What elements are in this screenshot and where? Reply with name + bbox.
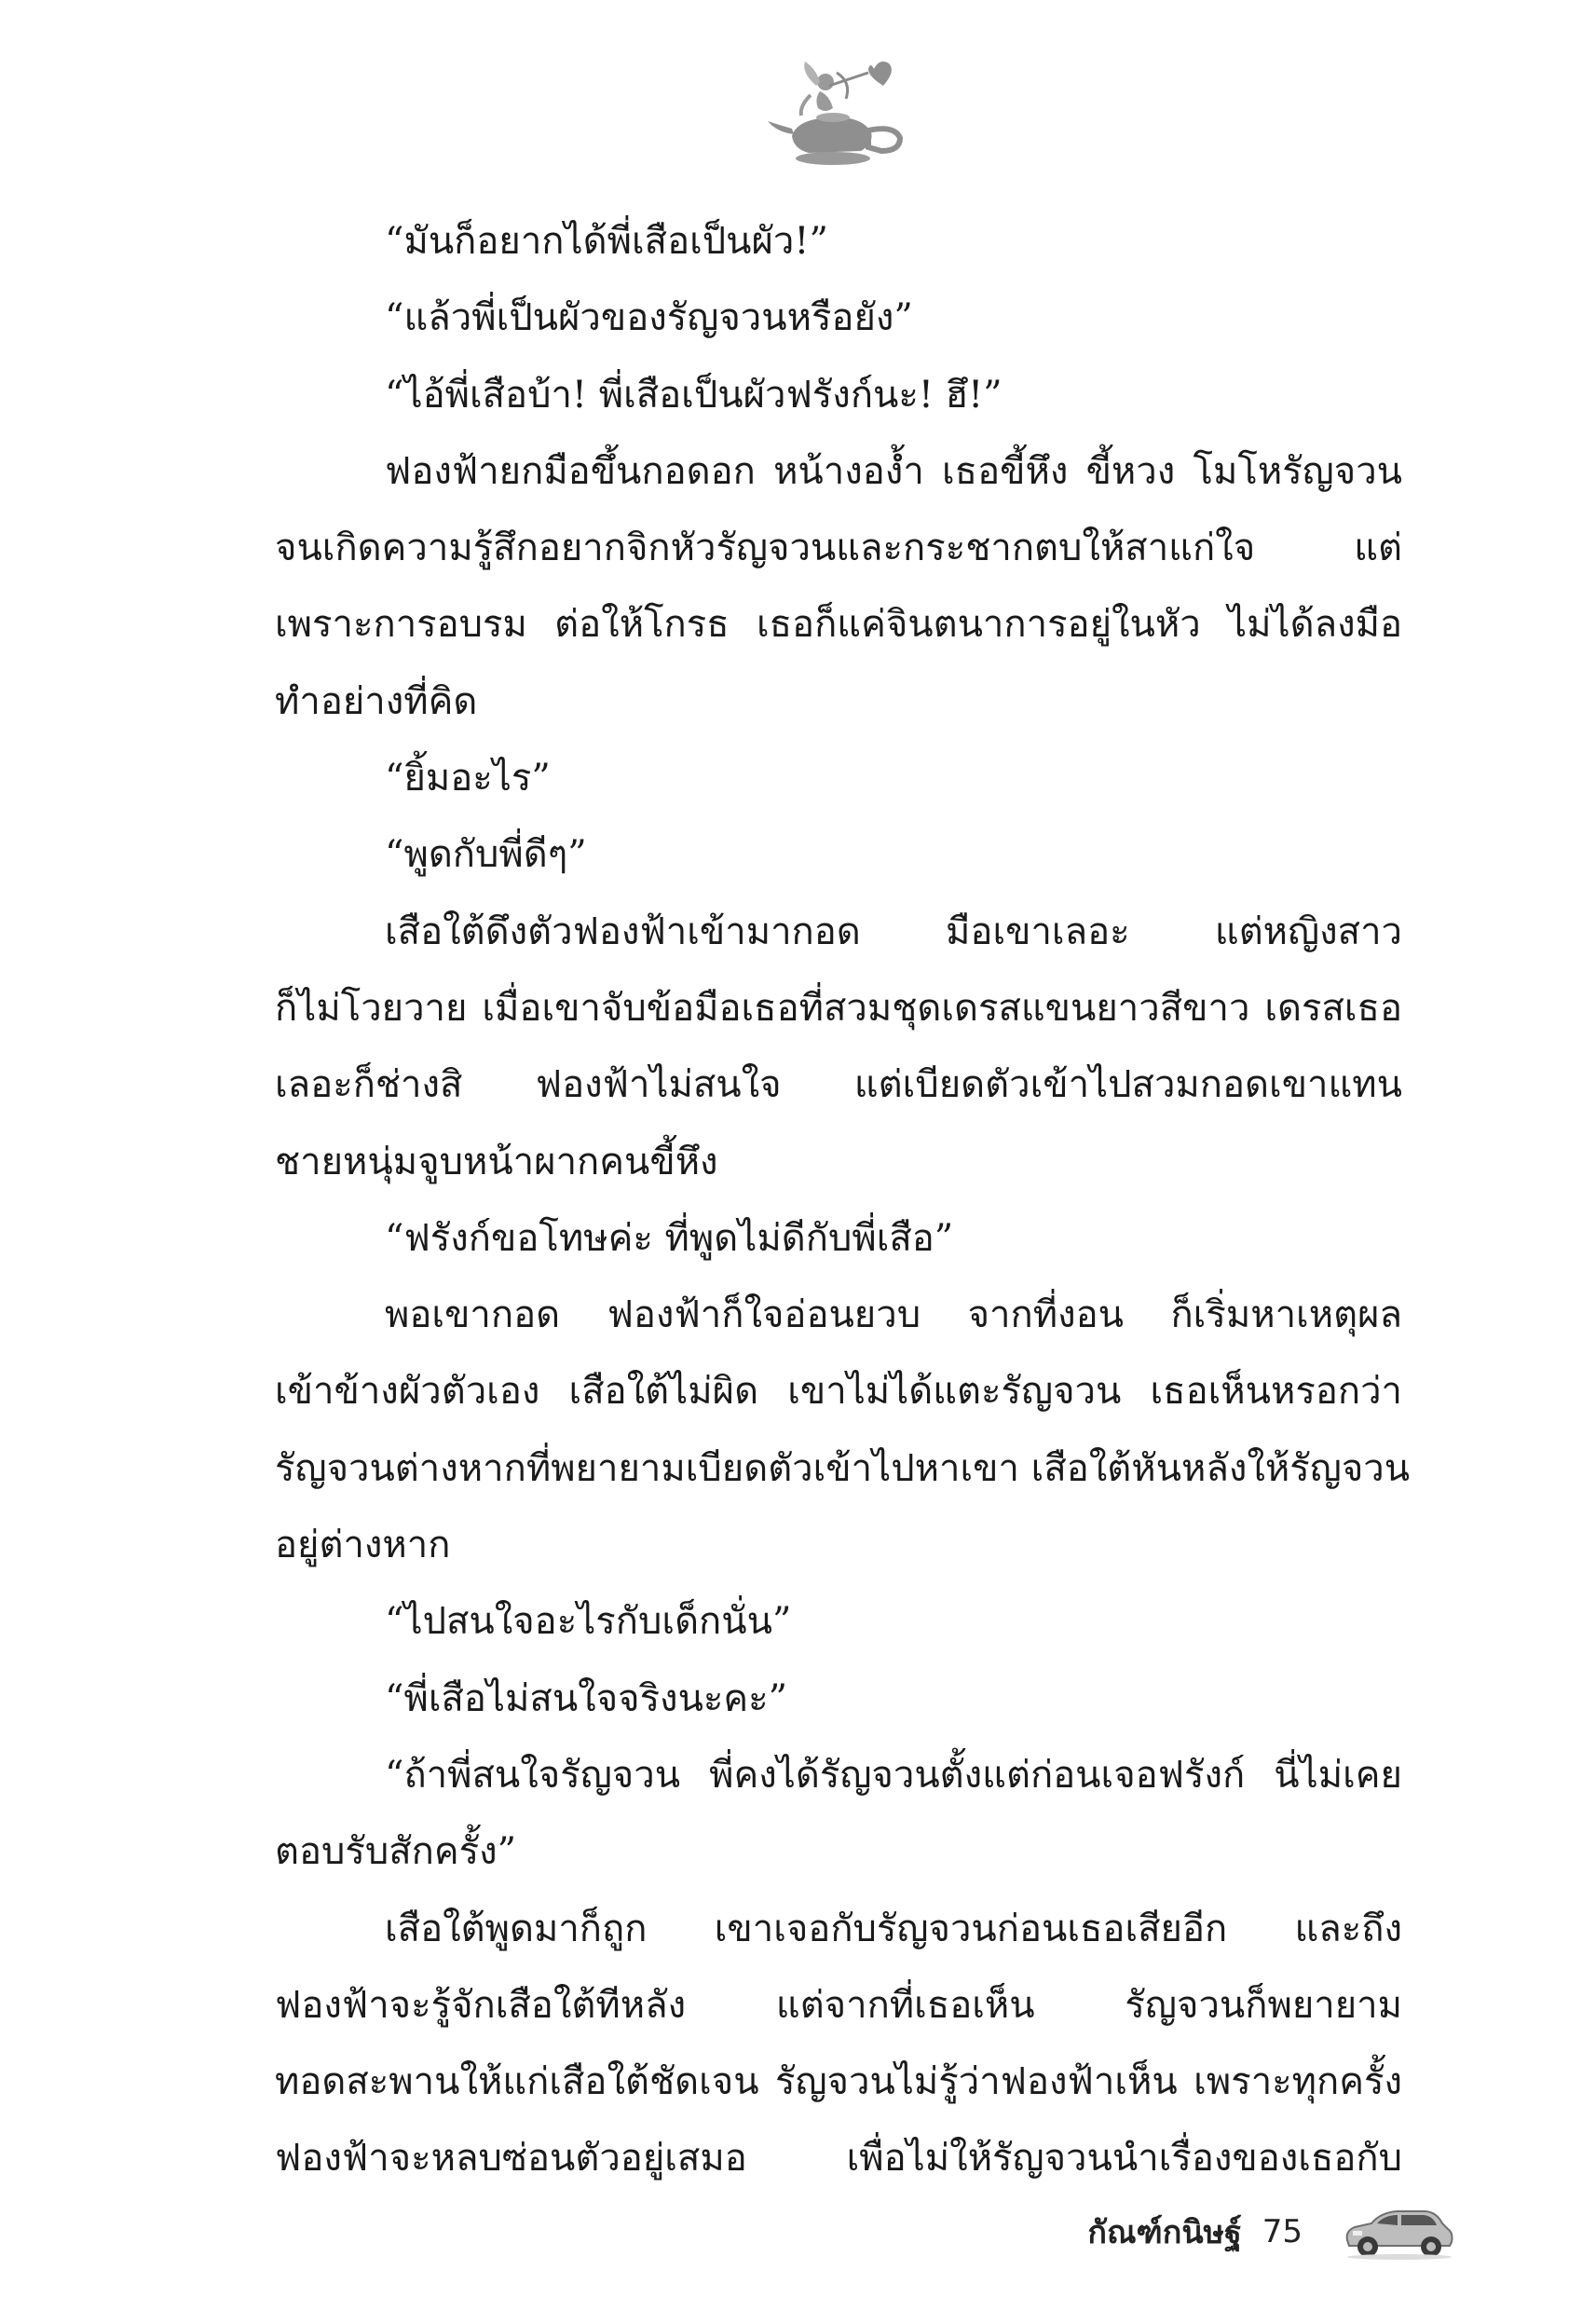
text-line: “ไอ้พี่เสือบ้า! พี่เสือเป็นผัวฟรังก์นะ! ฮึ!” (385, 373, 1003, 417)
cupid-teapot-ornament-icon (764, 54, 913, 175)
page-footer (1087, 2199, 1456, 2264)
text-line: ฟองฟ้ายกมือขึ้นกอดอก หน้างอง้ำ เธอขี้หึง ขี้หวง โมโหรัญจวน (385, 449, 1402, 493)
text-line: เลอะก็ช่างสิ ฟองฟ้าไม่สนใจ แต่เบียดตัวเข้าไปสวมกอดเขาแทน (275, 1063, 1402, 1107)
book-title: กัณฑ์กนิษฐ์ (1087, 2214, 1242, 2251)
text-line: “แล้วพี่เป็นผัวของรัญจวนหรือยัง” (385, 296, 913, 340)
text-line: ทำอย่างที่คิด (275, 679, 478, 723)
text-line: เพราะการอบรม ต่อให้โกรธ เธอก็แค่จินตนาการอยู่ในหัว ไม่ได้ลงมือ (275, 603, 1402, 647)
text-line: เสือใต้พูดมาก็ถูก เขาเจอกับรัญจวนก่อนเธอเสียอีก และถึง (385, 1907, 1402, 1950)
text-line: “ถ้าพี่สนใจรัญจวน พี่คงได้รัญจวนตั้งแต่ก่อนเจอฟรังก์ นี่ไม่เคย (385, 1753, 1402, 1797)
text-line: อยู่ต่างหาก (275, 1524, 451, 1567)
text-line: “ไปสนใจอะไรกับเด็กนั่น” (385, 1600, 792, 1644)
text-line: ฟองฟ้าจะหลบซ่อนตัวอยู่เสมอ เพื่อไม่ให้รัญจวนนำเรื่องของเธอกับ (275, 2137, 1402, 2181)
text-line: ทอดสะพานให้แก่เสือใต้ชัดเจน รัญจวนไม่รู้ว่าฟองฟ้าเห็น เพราะทุกครั้ง (275, 2060, 1402, 2104)
text-line: “พูดกับพี่ดีๆ” (385, 833, 587, 877)
text-line: เสือใต้ดึงตัวฟองฟ้าเข้ามากอด มือเขาเลอะ แต่หญิงสาว (385, 909, 1402, 953)
text-line: รัญจวนต่างหากที่พยายามเบียดตัวเข้าไปหาเขา เสือใต้หันหลังให้รัญจวน (275, 1446, 1411, 1490)
text-line: “ฟรังก์ขอโทษค่ะ ที่พูดไม่ดีกับพี่เสือ” (385, 1216, 954, 1260)
text-line: ชายหนุ่มจูบหน้าผากคนขี้หึง (275, 1140, 718, 1183)
text-line: ก็ไม่โวยวาย เมื่อเขาจับข้อมือเธอที่สวมชุดเดรสแขนยาวสีขาว เดรสเธอ (275, 986, 1402, 1030)
text-line: “มันก็อยากได้พี่เสือเป็นผัว!” (385, 220, 828, 263)
body-text (275, 203, 1411, 2197)
text-line: ฟองฟ้าจะรู้จักเสือใต้ทีหลัง แต่จากที่เธอเห็น รัญจวนก็พยายาม (275, 1983, 1402, 2027)
text-line: ตอบรับสักครั้ง” (275, 1830, 517, 1874)
text-line: เข้าข้างผัวตัวเอง เสือใต้ไม่ผิด เขาไม่ได้แตะรัญจวน เธอเห็นหรอกว่า (275, 1370, 1402, 1414)
text-line: “พี่เสือไม่สนใจจริงนะคะ” (385, 1676, 788, 1720)
text-line: “ยิ้มอะไร” (385, 757, 551, 800)
page-number: 75 (1262, 2213, 1303, 2250)
car-icon (1340, 2203, 1456, 2261)
text-line: พอเขากอด ฟองฟ้าก็ใจอ่อนยวบ จากที่งอน ก็เริ่มหาเหตุผล (385, 1293, 1402, 1337)
text-line: จนเกิดความรู้สึกอยากจิกหัวรัญจวนและกระชากตบให้สาแก่ใจ แต่ (275, 526, 1402, 570)
